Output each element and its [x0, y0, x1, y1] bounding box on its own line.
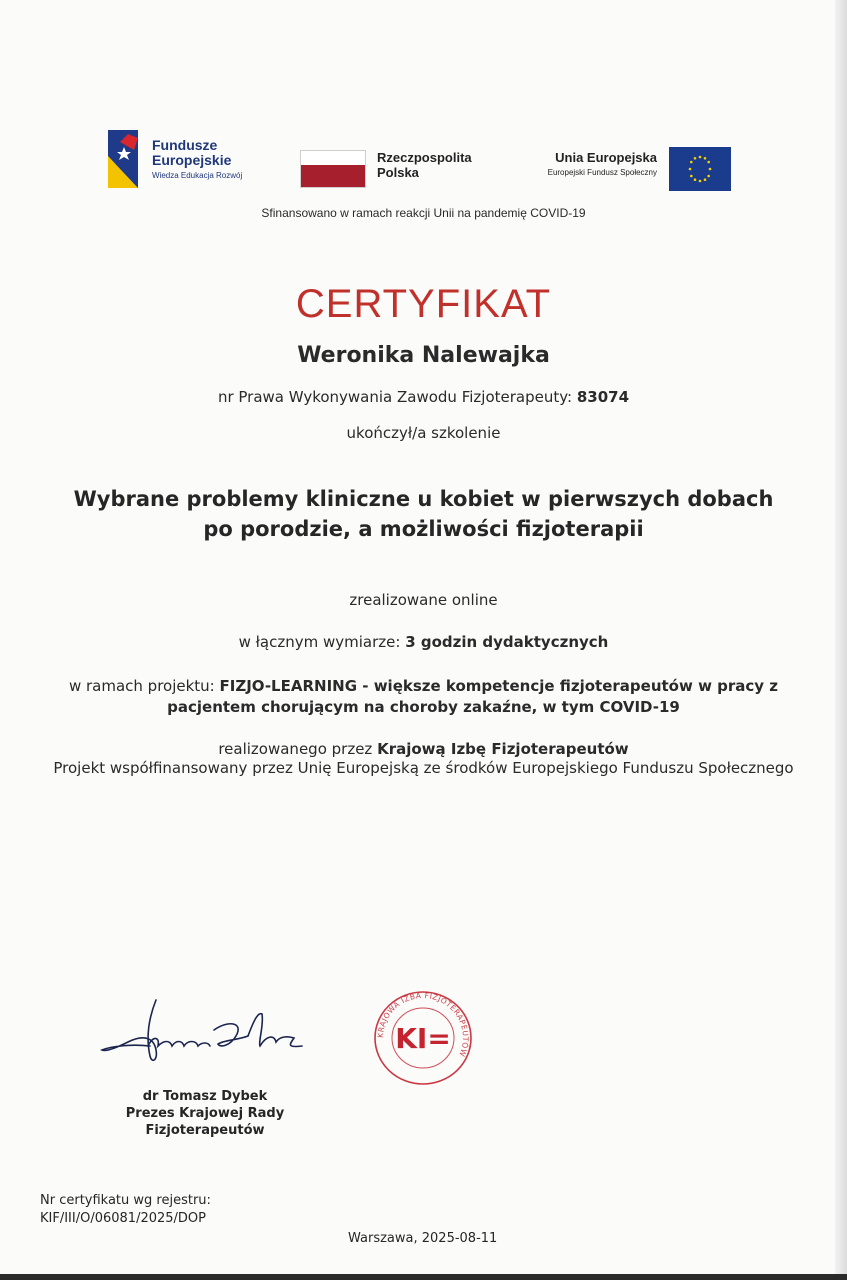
signer-role-line1: Prezes Krajowej Rady	[125, 1106, 285, 1121]
cofinancing-note: Projekt współfinansowany przez Unię Europejską ze środków Europejskiego Funduszu Społecznego	[53, 759, 794, 777]
ue-line2: Europejski Fundusz Społeczny	[547, 168, 657, 177]
hours-line	[0, 633, 847, 651]
delivery-mode: zrealizowane online	[349, 591, 498, 609]
polish-flag-icon	[300, 150, 366, 188]
license-line	[0, 388, 847, 406]
rzeczpospolita-polska-text	[377, 150, 472, 180]
license-number: 83074	[576, 388, 630, 406]
place-date: Warszawa, 2025-08-11	[348, 1231, 498, 1246]
fe-logo-line1: Fundusze	[152, 137, 218, 153]
license-label: nr Prawa Wykonywania Zawodu Fizjoterapeuty:	[217, 388, 577, 406]
implementing-org: Krajową Izbę Fizjoterapeutów	[377, 740, 629, 758]
certificate-title: CERTYFIKAT	[295, 282, 552, 326]
signer-block	[90, 1088, 320, 1139]
kif-stamp-image	[368, 988, 478, 1088]
course-title-line2: po porodzie, a możliwości fizjoterapii	[203, 517, 644, 541]
rp-line2: Polska	[377, 165, 419, 180]
completed-text: ukończył/a szkolenie	[346, 424, 501, 442]
fe-logo-tagline: Wiedza Edukacja Rozwój	[152, 171, 243, 180]
fundusze-europejskie-logo	[108, 128, 268, 192]
hours-label: w łącznym wymiarze:	[238, 633, 406, 651]
register-block	[40, 1192, 211, 1228]
funding-note: Sfinansowano w ramach reakcji Unii na pandemię COVID-19	[261, 206, 586, 220]
hours-value: 3 godzin dydaktycznych	[405, 633, 609, 651]
fe-logo-line2: Europejskie	[152, 152, 232, 168]
project-name: FIZJO-LEARNING - większe kompetencje fizjoterapeutów w pracy z pacjentem chorującym na choroby zakaźne, w tym COVID-19	[167, 677, 779, 716]
signer-role-line2: Fizjoterapeutów	[145, 1123, 265, 1138]
project-line	[30, 676, 817, 718]
ue-line1: Unia Europejska	[555, 150, 657, 165]
project-label: w ramach projektu:	[68, 677, 220, 695]
page-bottom-edge	[0, 1274, 847, 1280]
recipient-name: Weronika Nalewajka	[297, 343, 550, 368]
implemented-label: realizowanego przez	[218, 740, 378, 758]
fe-mark-icon	[108, 130, 146, 188]
course-title	[20, 484, 827, 544]
stamp-logo-text: KI=	[395, 1022, 451, 1055]
register-label: Nr certyfikatu wg rejestru:	[40, 1193, 211, 1208]
implemented-by	[30, 740, 817, 778]
signature-image	[98, 990, 308, 1070]
signer-name: dr Tomasz Dybek	[142, 1089, 268, 1104]
course-title-line1: Wybrane problemy kliniczne u kobiet w pierwszych dobach	[73, 487, 774, 511]
stamp-ring-text: KRAJOWA IZBA FIZJOTERAPEUTÓW	[375, 990, 471, 1059]
rp-line1: Rzeczpospolita	[377, 150, 472, 165]
eu-flag-icon	[669, 147, 731, 191]
unia-europejska-text	[520, 150, 657, 177]
register-number: KIF/III/O/06081/2025/DOP	[40, 1211, 206, 1226]
